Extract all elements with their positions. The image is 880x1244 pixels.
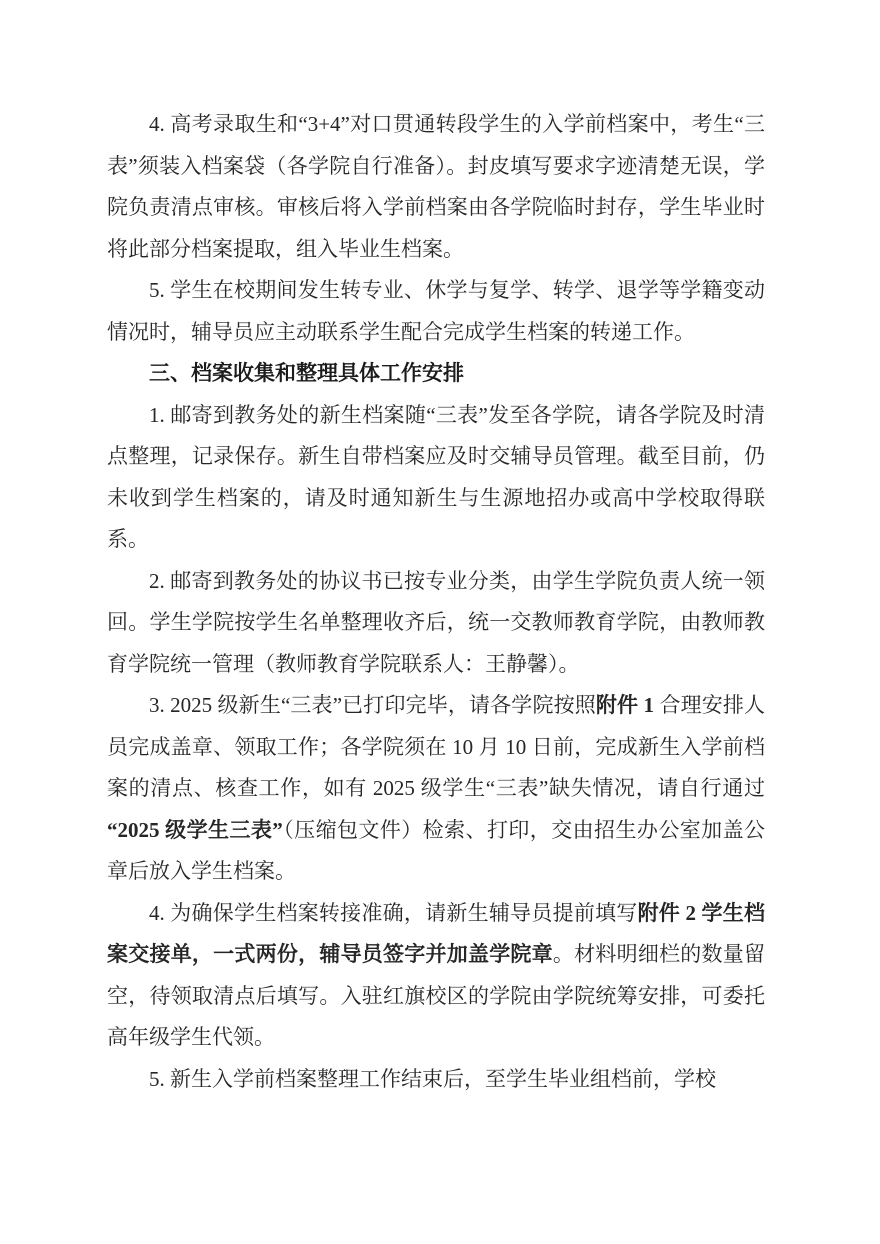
paragraph	[107, 561, 765, 686]
paragraph	[107, 1059, 765, 1101]
text-run: 4. 高考录取生和“3+4”对口贯通转段学生的入学前档案中，考生“三表”须装入档案袋（各学院自行准备）。封皮填写要求字迹清楚无误，学院负责清点审核。审核后将入学前档案由各学院临时封存，学生毕业时将此部分档案提取，组入毕业生档案。	[107, 112, 765, 261]
bold-text-run: “2025 级学生三表”	[107, 817, 283, 842]
paragraph	[107, 395, 765, 561]
text-run: 2. 邮寄到教务处的协议书已按专业分类，由学生学院负责人统一领回。学生学院按学生名单整理收齐后，统一交教师教育学院，由教师教育学院统一管理（教师教育学院联系人：王静馨）。	[107, 568, 765, 676]
paragraph	[107, 104, 765, 270]
paragraph	[107, 685, 765, 893]
text-run: 4. 为确保学生档案转接准确，请新生辅导员提前填写	[149, 900, 638, 925]
text-run: 。材料明细栏的数量留空，待领取清点后填写。入驻红旗校区的学院由学院统筹安排，可委托高年级学生代领。	[107, 942, 766, 1049]
text-run: 合理安排人员完成盖章、领取工作；各学院须在 10 月 10 日前，完成新生入学前档案的清点、核查工作，如有 2025 级学生“三表”缺失情况，请自行通过	[107, 693, 766, 800]
document-body	[107, 104, 765, 1100]
bold-text-run: 附件 2 学生档案交接单，一式两份，辅导员签字并加盖学院章	[107, 900, 766, 966]
text-run: 3. 2025 级新生“三表”已打印完毕，请各学院按照	[149, 693, 596, 717]
bold-text-run: 三、档案收集和整理具体工作安排	[149, 362, 464, 385]
paragraph	[107, 270, 765, 353]
text-run: 1. 邮寄到教务处的新生档案随“三表”发至各学院，请各学院及时清点整理，记录保存。新生自带档案应及时交辅导员管理。截至目前，仍未收到学生档案的，请及时通知新生与生源地招办或高中学校取得联系。	[107, 402, 765, 551]
bold-text-run: 附件 1	[595, 693, 655, 717]
paragraph	[107, 893, 765, 1059]
text-run: 5. 新生入学前档案整理工作结束后，至学生毕业组档前，学校	[149, 1066, 716, 1091]
section-heading	[107, 353, 765, 395]
text-run: （压缩包文件）检索、打印，交由招生办公室加盖公章后放入学生档案。	[107, 817, 766, 883]
text-run: 5. 学生在校期间发生转专业、休学与复学、转学、退学等学籍变动情况时，辅导员应主动联系学生配合完成学生档案的转递工作。	[107, 278, 765, 344]
